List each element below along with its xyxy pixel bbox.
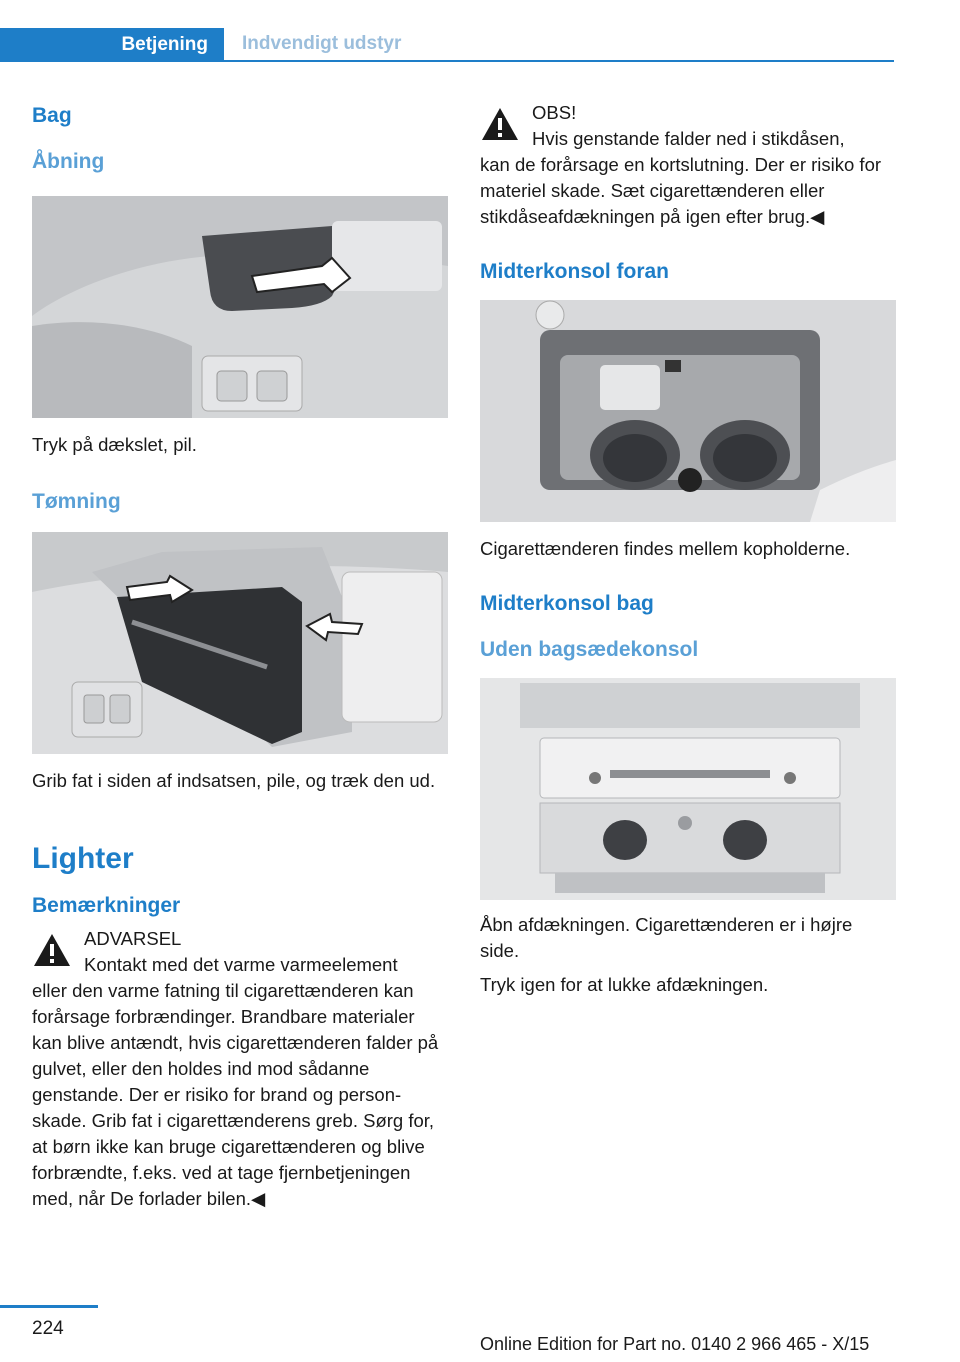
warning-title: ADVARSEL (84, 928, 182, 949)
tab-betjening[interactable]: Betjening (0, 28, 224, 62)
obs-body: kan de forårsage en kortslutning. Der er risiko for materiel skade. Sæt cigarettænderen eller stikdåseafdækningen på igen efter brug.◀ (480, 154, 882, 227)
photo-door-ashtray-cover (32, 196, 448, 418)
heading-bag: Bag (32, 104, 72, 127)
heading-midterkonsol-foran: Midterkonsol foran (480, 260, 670, 283)
right-column (480, 100, 896, 998)
obs-title: OBS! (532, 102, 577, 123)
heading-tomning: Tømning (32, 490, 121, 513)
caption-grib: Grib fat i siden af indsatsen, pile, og træk den ud. (32, 770, 436, 791)
warning-box (32, 926, 448, 1212)
heading-midterkonsol-bag: Midterkonsol bag (480, 592, 654, 615)
photo-rear-console (480, 678, 896, 900)
caption-tryk: Tryk på dækslet, pil. (32, 434, 197, 455)
heading-abning: Åbning (32, 150, 105, 173)
caption-cigarettaender: Cigarettænderen findes mellem kopholderne. (480, 538, 851, 559)
footer-edition: Online Edition for Part no. 0140 2 966 465 - X/15 (480, 1334, 870, 1354)
page-header (0, 0, 960, 62)
caption-tryk-igen: Tryk igen for at lukke afdækningen. (480, 974, 769, 995)
warning-body-first: Kontakt med det varme varmeelement (84, 954, 398, 975)
warning-body: eller den varme fatning til cigarettænderen kan forårsage forbrændinger. Brandbare materialer kan blive antændt, hvis cigarettænderen falder på gulvet, eller den holdes ind mod sådanne genstande. Der er risiko for brand og personskade. Grib fat i cigarettænderens greb. Sørg for, at børn ikke kan bruge cigarettænderen og blive forbrændte, f.eks. ved at tage fjernbetjeningen med, når De forlader bilen.◀ (32, 980, 439, 1209)
tab-indvendigt-udstyr[interactable]: Indvendigt udstyr (224, 28, 894, 62)
heading-lighter: Lighter (32, 842, 134, 875)
page-number: 224 (32, 1318, 64, 1339)
caption-abn: Åbn afdækningen. Cigarettænderen er i højre side. (480, 914, 853, 961)
heading-uden-bagsaedekonsol: Uden bagsædekonsol (480, 638, 699, 661)
warning-triangle-icon (480, 106, 520, 142)
photo-front-console (480, 300, 896, 522)
footer-divider (0, 1305, 98, 1308)
obs-body-first: Hvis genstande falder ned i stikdåsen, (532, 128, 845, 149)
obs-box (480, 100, 896, 230)
warning-triangle-icon (32, 932, 72, 968)
photo-ashtray-removal (32, 532, 448, 754)
left-column (32, 100, 448, 1212)
heading-bemaerkninger: Bemærkninger (32, 894, 181, 917)
